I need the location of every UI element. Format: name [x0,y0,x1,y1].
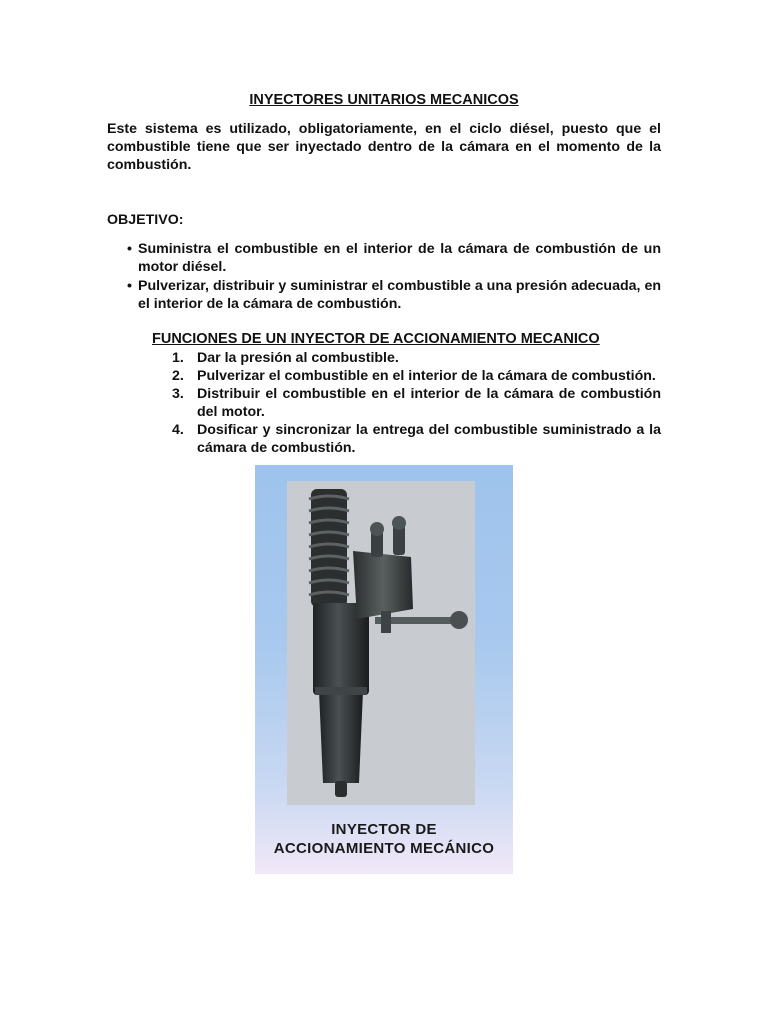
objective-heading: OBJETIVO: [107,212,184,228]
document-title: INYECTORES UNITARIOS MECANICOS [249,92,519,108]
bullet-icon: • [127,278,132,294]
caption-line-2: ACCIONAMIENTO MECÁNICO [273,840,495,857]
injector-illustration [287,481,475,805]
objective-text: Suministra el combustible en el interior de la cámara de combustión de un motor diésel. [138,241,661,275]
objective-text: Pulverizar, distribuir y suministrar el combustible a una presión adecuada, en el interior de la cámara de combustión. [138,278,661,312]
function-text: Distribuir el combustible en el interior de la cámara de combustión del motor. [197,386,661,420]
objective-item [107,277,661,313]
function-text: Dosificar y sincronizar la entrega del combustible suministrado a la cámara de combustión. [197,422,661,456]
function-item [152,367,661,385]
function-item [152,349,661,367]
function-number: 4. [172,422,184,438]
function-number: 3. [172,386,184,402]
caption-line-1: INYECTOR DE [331,821,437,838]
figure-caption [255,820,513,858]
function-text: Pulverizar el combustible en el interior de la cámara de combustión. [197,368,656,384]
function-number: 1. [172,350,184,366]
bullet-icon: • [127,241,132,257]
intro-paragraph: Este sistema es utilizado, obligatoriamente, en el ciclo diésel, puesto que el combustible tiene que ser inyectado dentro de la cámara en el momento de la combustión. [107,121,661,173]
objective-item [107,240,661,276]
function-number: 2. [172,368,184,384]
function-text: Dar la presión al combustible. [197,350,399,366]
injector-figure [255,465,513,874]
function-item [152,385,661,421]
functions-list [152,349,661,457]
objectives-list [107,240,661,314]
injector-photo [287,481,475,805]
function-item [152,421,661,457]
functions-heading: FUNCIONES DE UN INYECTOR DE ACCIONAMIENTO MECANICO [152,331,600,347]
